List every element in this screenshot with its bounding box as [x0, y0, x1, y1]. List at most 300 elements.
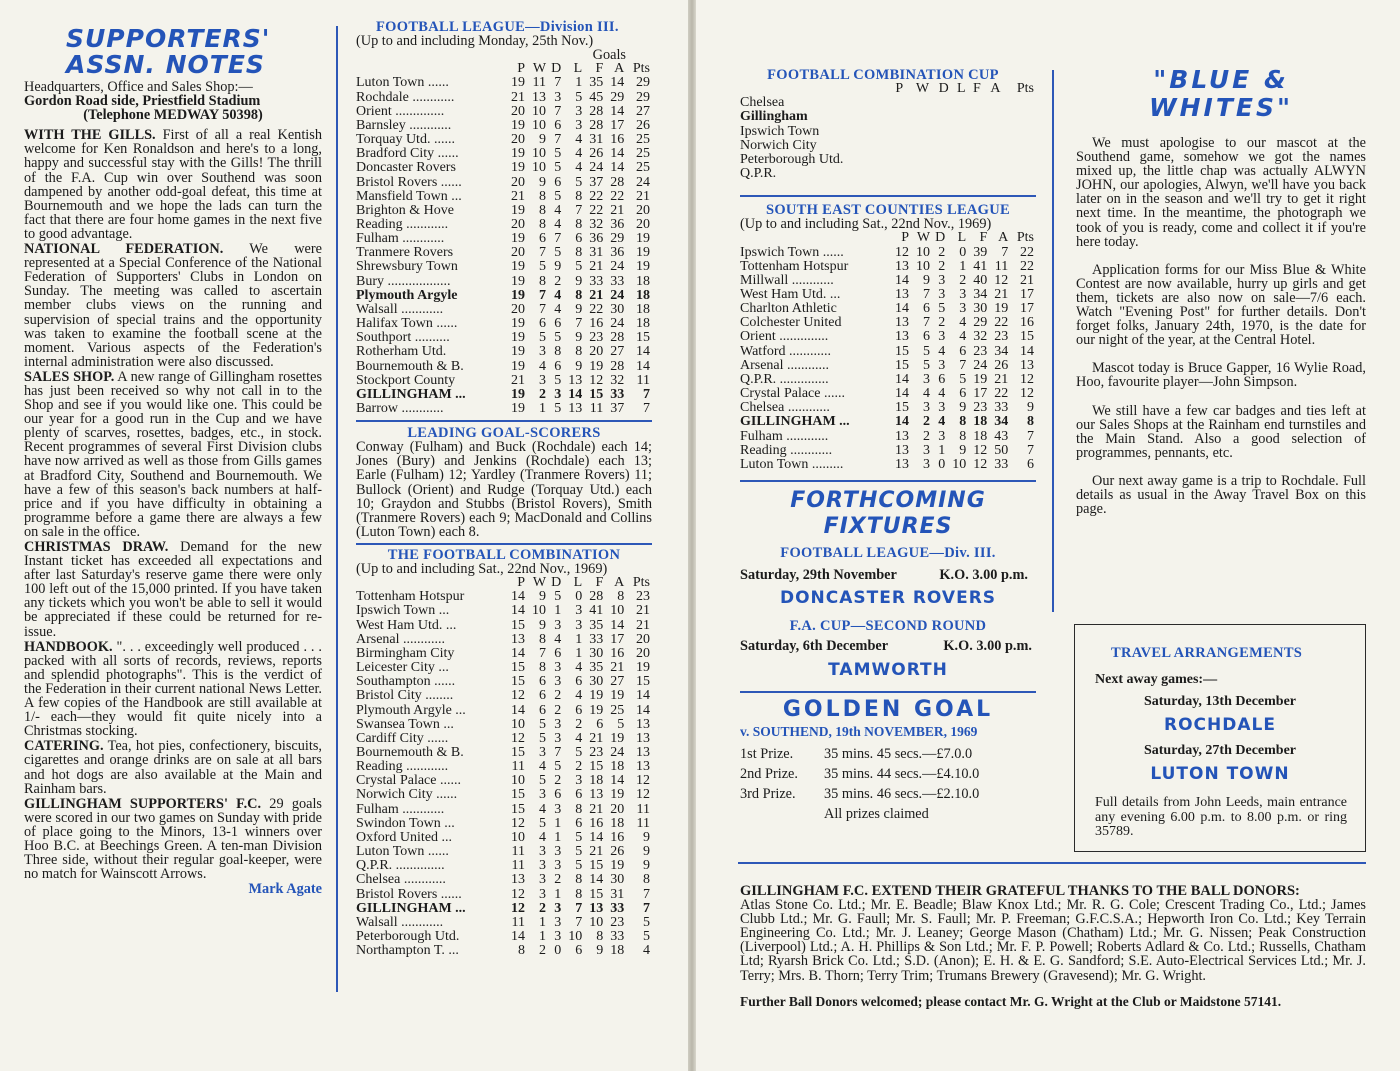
table-row [356, 647, 650, 661]
stat-cell: 3 [923, 442, 931, 458]
team-name: West Ham Utd. ... [356, 617, 457, 633]
stat-cell: 5 [554, 759, 562, 775]
stat-cell: 3 [938, 329, 946, 345]
stat-cell: 7 [554, 103, 562, 119]
fixture-cup-date-row [740, 639, 1036, 653]
stat-cell: 8 [596, 929, 604, 945]
stat-cell: 5 [643, 929, 650, 945]
stat-cell [949, 139, 966, 153]
stat-cell: 10 [511, 716, 526, 732]
combination-table [356, 576, 650, 958]
supporters-paragraph [24, 640, 322, 739]
stat-cell: 18 [610, 815, 625, 831]
stat-cell: 32 [589, 217, 604, 232]
column-header: L [573, 61, 583, 77]
stat-cell: 1 [554, 815, 562, 831]
stat-cell: 28 [589, 117, 604, 133]
team-name: Bury .................. [356, 273, 451, 289]
stat-cell: 12 [1020, 386, 1034, 402]
stat-cell: 3 [554, 844, 562, 860]
stat-cell: 36 [610, 217, 625, 232]
stat-cell: 2 [554, 273, 562, 289]
stat-cell: 7 [554, 75, 562, 91]
stat-cell: 3 [554, 730, 562, 746]
table-row [356, 374, 650, 388]
column-header: A [614, 61, 625, 77]
stat-cell: 9 [539, 589, 547, 605]
stat-cell: 19 [610, 787, 625, 803]
stat-cell: 9 [959, 442, 967, 458]
stat-cell: 3 [539, 344, 547, 360]
stat-cell: 12 [589, 372, 604, 388]
stat-cell: 5 [575, 844, 583, 860]
stat-cell: 9 [596, 943, 604, 959]
stat-cell: 19 [511, 386, 526, 402]
stat-cell: 3 [923, 456, 931, 472]
stat-cell: 18 [636, 287, 650, 303]
stat-cell: 6 [539, 674, 547, 690]
stat-cell: 11 [511, 844, 526, 860]
stat-cell [981, 96, 1001, 110]
stat-cell: 13 [636, 716, 650, 732]
table-row [740, 125, 1034, 139]
golden-goal-note: All prizes claimed [824, 806, 929, 823]
table-row [356, 176, 650, 190]
stat-cell: 5 [617, 716, 625, 732]
paragraph-body: We were represented at a Special Conference of the National Federation of Supporters' Clubs in London on Sunday. The meeting was called to ascertain member clubs views on the running and supervision of special trains and the opportunity was taken to examine the football scene at the moment. Various aspects of the Federation's internal administration were also discussed. [24, 241, 322, 370]
stat-cell: 13 [895, 315, 910, 331]
team-name: Southport .......... [356, 330, 450, 346]
table-row [740, 260, 1034, 274]
travel-box [1074, 624, 1366, 852]
table-row [740, 139, 1034, 153]
stat-cell: 12 [511, 815, 526, 831]
stat-cell: 3 [554, 858, 562, 874]
stat-cell: 28 [610, 330, 625, 346]
stat-cell: 19 [511, 160, 526, 176]
blue-whites-paragraph: We still have a few car badges and ties left at our Sales Shops at the Rainham end turnstiles and the Main Stand. Also a good selection of programmes, pennants, etc. [1076, 402, 1366, 461]
team-name: Mansfield Town ... [356, 188, 462, 204]
stat-cell: 20 [589, 344, 604, 360]
team-name: Chelsea ............ [356, 872, 446, 888]
stat-cell: 3 [554, 674, 562, 690]
team-name: Orient .............. [740, 329, 829, 345]
combination-cup-title: FOOTBALL COMBINATION CUP [767, 67, 999, 83]
stat-cell: 3 [554, 716, 562, 732]
stat-cell: 13 [636, 730, 650, 746]
stat-cell: 18 [610, 943, 625, 959]
stat-cell [966, 110, 981, 124]
team-name: Arsenal ............ [356, 631, 446, 647]
stat-cell: 3 [554, 617, 562, 633]
team-header-cell [356, 62, 504, 76]
team-name: Norwich City ...... [356, 787, 458, 803]
team-name: Ipswich Town [740, 123, 820, 139]
stat-cell: 5 [575, 89, 583, 105]
stat-cell: 19 [511, 117, 526, 133]
stat-cell: 19 [636, 231, 650, 247]
stat-cell: 2 [554, 872, 562, 888]
stat-cell: 4 [938, 343, 946, 359]
column-header: Pts [632, 61, 650, 77]
stat-cell: 23 [973, 400, 988, 416]
team-name: Millwall ............ [740, 272, 834, 288]
stat-cell: 12 [994, 272, 1009, 288]
stat-cell: 8 [575, 886, 583, 902]
table-header-row [740, 231, 1034, 245]
stat-cell: 3 [923, 400, 931, 416]
column-header: Pts [1016, 230, 1034, 246]
stat-cell: 12 [511, 688, 526, 704]
table-row [356, 675, 650, 689]
paragraph-heading: CATERING. [24, 738, 104, 755]
paragraph-heading: HANDBOOK. [24, 638, 113, 655]
stat-cell: 2 [575, 716, 583, 732]
stat-cell: 29 [610, 89, 625, 105]
stat-cell [929, 153, 949, 167]
team-header-cell [740, 231, 888, 245]
stat-cell: 5 [539, 730, 547, 746]
table-header-row [356, 62, 650, 76]
stat-cell: 15 [589, 886, 604, 902]
stat-cell: 28 [610, 174, 625, 190]
team-name: Peterborough Utd. [356, 929, 460, 945]
stat-cell: 6 [575, 231, 583, 247]
stat-cell: 20 [511, 174, 526, 190]
stat-cell: 24 [610, 287, 625, 303]
stat-cell: 15 [895, 357, 910, 373]
stat-cell: 6 [596, 716, 604, 732]
stat-cell: 20 [610, 801, 625, 817]
ball-donors-footer: Further Ball Donors welcomed; please contact Mr. G. Wright at the Club or Maidstone 57141. [740, 993, 1282, 1009]
stat-cell: 29 [636, 75, 650, 91]
team-name: Arsenal ............ [740, 357, 830, 373]
table-row [356, 774, 650, 788]
stat-cell: 5 [575, 259, 583, 275]
table-header-row [740, 82, 1034, 96]
stat-cell: 6 [554, 174, 562, 190]
stat-cell [949, 96, 966, 110]
stat-cell: 5 [575, 745, 583, 760]
stat-cell: 1 [575, 75, 583, 91]
team-header-cell [740, 82, 888, 96]
stat-cell: 16 [610, 645, 625, 661]
prize-detail: 35 mins. 45 secs.—£7.0.0 [824, 745, 973, 762]
table-row [356, 619, 650, 633]
table-row [740, 430, 1034, 444]
div3-title: FOOTBALL LEAGUE—Division III. [376, 19, 619, 35]
stat-cell: 19 [511, 146, 526, 162]
team-name: Tottenham Hotspur [356, 589, 465, 605]
stat-cell: 14 [610, 75, 625, 91]
stat-cell [1001, 139, 1035, 153]
column-header: D [551, 61, 562, 77]
fixture-league-ko: K.O. 3.00 p.m. [939, 567, 1028, 584]
stat-cell: 14 [610, 146, 625, 162]
stat-cell: 4 [938, 414, 946, 430]
travel-game1-date: Saturday, 13th December [1143, 694, 1297, 709]
stat-cell: 12 [895, 244, 910, 260]
blue-whites-paragraph: We must apologise to our mascot at the Southend game, somehow we got the names mixed up, the little chap was actually ALWYN JOHN, our apologies, Alwyn, we'll have you back later on in the season and we'll try to get it right next time. In the meantime, the photograph we took of you is ready, come and collect it if you're here today. [1076, 135, 1366, 250]
stat-cell: 9 [643, 844, 650, 860]
table-row [740, 167, 1034, 181]
team-name: Bournemouth & B. [356, 745, 464, 760]
stat-cell: 1 [575, 645, 583, 661]
stat-cell: 43 [994, 428, 1009, 444]
stat-cell: 29 [610, 231, 625, 247]
stat-cell: 19 [636, 245, 650, 261]
stat-cell: 14 [895, 272, 910, 288]
supporters-title-line2: ASSN. NOTES [66, 50, 265, 79]
table-row [356, 590, 650, 604]
column-header: F [595, 575, 604, 591]
stat-cell: 7 [539, 245, 547, 261]
table-row [356, 689, 650, 703]
stat-cell: 23 [589, 330, 604, 346]
stat-cell: 19 [511, 401, 526, 417]
table-row [356, 161, 650, 175]
stat-cell [966, 167, 981, 181]
stat-cell: 16 [610, 829, 625, 845]
supporters-paragraph [24, 128, 322, 241]
hq-line2: Gordon Road side, Priestfield Stadium [24, 93, 261, 110]
supporters-paragraph [24, 797, 322, 882]
stat-cell: 30 [610, 301, 625, 317]
team-name: Walsall ............ [356, 301, 444, 317]
stat-cell: 19 [636, 259, 650, 275]
stat-cell: 29 [973, 315, 988, 331]
paragraph-heading: SALES SHOP. [24, 368, 115, 385]
stat-cell: 6 [554, 316, 562, 332]
team-name: Orient .............. [356, 103, 445, 119]
div3-table [356, 62, 650, 416]
stat-cell: 14 [636, 688, 650, 704]
travel-game1-team: ROCHDALE [1164, 715, 1276, 735]
table-row [356, 388, 650, 402]
stat-cell: 33 [610, 929, 625, 945]
team-name: Barnsley ............ [356, 117, 452, 133]
table-row [356, 930, 650, 944]
stat-cell: 4 [923, 386, 931, 402]
stat-cell: 13 [568, 372, 583, 388]
stat-cell: 3 [959, 287, 967, 302]
stat-cell: 21 [636, 188, 650, 204]
stat-cell: 22 [589, 301, 604, 317]
stat-cell [929, 110, 949, 124]
team-name: Norwich City [740, 137, 817, 153]
stat-cell: 23 [610, 914, 625, 930]
stat-cell: 10 [511, 829, 526, 845]
league-column [356, 20, 652, 958]
table-row [356, 916, 650, 930]
paragraph-body: A new range of Gillingham rosettes has just been received so why not call in to the Shop and see if you would like one. This could be our year for a good run in the Cup and we have plenty of scarves, rosettes, badges, etc., in stock. Recent programmes of several First Division clubs have now arrived as well as those from Gills games at Bradford City, Southend and Bournemouth. We have a few of this season's back numbers at half-price and if you have difficulty in obtaining a programme before a game there are always a few on sale in the office. [24, 368, 323, 540]
stat-cell: 10 [589, 914, 604, 930]
stat-cell: 16 [589, 815, 604, 831]
stat-cell: 23 [589, 745, 604, 760]
stat-cell: 3 [554, 801, 562, 817]
stat-cell: 7 [539, 287, 547, 303]
stat-cell: 17 [1020, 301, 1034, 317]
column-header: W [532, 575, 547, 591]
stat-cell: 24 [973, 357, 988, 373]
stat-cell: 31 [610, 886, 625, 902]
stat-cell: 20 [511, 245, 526, 261]
stat-cell: 12 [511, 886, 526, 902]
stat-cell: 9 [923, 272, 931, 288]
stat-cell: 21 [589, 730, 604, 746]
stat-cell: 9 [643, 829, 650, 845]
stat-cell: 26 [994, 357, 1009, 373]
team-name: Rochdale ............ [356, 89, 455, 105]
stat-cell: 5 [539, 773, 547, 789]
stat-cell: 20 [511, 132, 526, 148]
stat-cell: 4 [539, 829, 547, 845]
stat-cell: 2 [575, 759, 583, 775]
stat-cell: 7 [643, 886, 650, 902]
stat-cell: 3 [554, 660, 562, 676]
prize-detail: 35 mins. 46 secs.—£2.10.0 [824, 785, 980, 802]
stat-cell: 19 [610, 688, 625, 704]
team-name: Ipswich Town ...... [740, 244, 844, 260]
stat-cell: 18 [589, 773, 604, 789]
fixture-cup-date: Saturday, 6th December [740, 638, 889, 655]
stat-cell: 18 [636, 316, 650, 332]
stat-cell: 35 [589, 660, 604, 676]
stat-cell: 31 [589, 132, 604, 148]
stat-cell: 12 [511, 730, 526, 746]
table-row [740, 288, 1034, 302]
column-header: P [517, 575, 526, 591]
stat-cell: 21 [636, 603, 650, 619]
column-divider-left [336, 26, 338, 992]
table-row [740, 444, 1034, 458]
stat-cell: 16 [1020, 315, 1034, 331]
column-header: W [532, 61, 547, 77]
table-row [356, 91, 650, 105]
column-header: A [990, 81, 1001, 97]
stat-cell: 34 [973, 287, 988, 302]
stat-cell: 6 [539, 231, 547, 247]
stat-cell: 13 [589, 900, 604, 916]
team-name: Plymouth Argyle ... [356, 702, 466, 718]
stat-cell: 32 [973, 329, 988, 345]
stat-cell: 13 [636, 759, 650, 775]
stat-cell: 15 [511, 674, 526, 690]
stat-cell: 33 [994, 456, 1009, 472]
stat-cell: 6 [938, 371, 946, 387]
team-name: Bristol Rovers ...... [356, 174, 462, 190]
team-name: Chelsea ............ [740, 400, 830, 416]
table-row [356, 246, 650, 260]
stat-cell: 11 [636, 372, 650, 388]
paragraph-body: First of all a real Kentish welcome for Ken Ronaldson and here's to a long, happy and successful stay with the Gills! The thrill of the F.A. Cup win over Southend was soon dampened by another odd-goal defeat, this time at Bournemouth and we hope the lads can turn the fact that there are four home games in the next five to good advantage. [24, 127, 322, 242]
stat-cell: 2 [923, 428, 931, 444]
stat-cell: 8 [575, 872, 583, 888]
stat-cell: 37 [610, 401, 625, 417]
page-gutter [688, 0, 696, 1071]
team-name: Fulham ............ [356, 801, 445, 817]
stat-cell: 8 [539, 660, 547, 676]
stat-cell: 4 [575, 160, 583, 176]
stat-cell: 9 [1027, 400, 1034, 416]
stat-cell: 20 [511, 301, 526, 317]
stat-cell: 21 [589, 844, 604, 860]
stat-cell: 41 [973, 258, 988, 274]
stat-cell: 6 [539, 688, 547, 704]
stat-cell [903, 139, 929, 153]
table-row [740, 387, 1034, 401]
stat-cell: 25 [636, 160, 650, 176]
column-header: P [895, 81, 904, 97]
stat-cell: 8 [575, 287, 583, 303]
blue-whites-column [1076, 66, 1366, 530]
stat-cell: 11 [511, 858, 526, 874]
stat-cell [888, 110, 903, 124]
prize-row [740, 787, 1036, 801]
stat-cell: 7 [575, 914, 583, 930]
team-name: Swansea Town ... [356, 716, 454, 732]
table-row [356, 661, 650, 675]
table-row [740, 316, 1034, 330]
stat-cell: 2 [554, 702, 562, 718]
stat-cell: 10 [916, 258, 931, 274]
stat-cell: 13 [1020, 357, 1034, 373]
stat-cell: 14 [636, 344, 650, 360]
supporters-paragraph [24, 370, 322, 539]
prize-label: 2nd Prize. [740, 765, 798, 782]
stat-cell: 15 [589, 759, 604, 775]
fixtures-title: FORTHCOMING FIXTURES [790, 488, 986, 540]
stat-cell: 6 [923, 301, 931, 317]
team-name: Rotherham Utd. [356, 344, 447, 360]
team-name: Birmingham City [356, 645, 455, 661]
div3-subtitle: (Up to and including Monday, 25th Nov.) [356, 33, 594, 50]
stat-cell: 8 [575, 344, 583, 360]
table-row [356, 133, 650, 147]
stat-cell: 11 [532, 75, 547, 91]
team-name: GILLINGHAM ... [356, 900, 466, 916]
stat-cell [903, 153, 929, 167]
stat-cell: 11 [636, 801, 650, 817]
stat-cell: 5 [938, 301, 946, 317]
stat-cell: 28 [589, 589, 604, 605]
stat-cell [903, 167, 929, 181]
table-row [356, 604, 650, 618]
supporters-paragraph [24, 540, 322, 639]
stat-cell: 19 [610, 730, 625, 746]
signature: Mark Agate [248, 881, 322, 898]
stat-cell: 24 [610, 745, 625, 760]
stat-cell: 22 [994, 386, 1009, 402]
stat-cell: 3 [554, 386, 562, 402]
stat-cell: 21 [511, 372, 526, 388]
prize-label: 1st Prize. [740, 745, 794, 762]
stat-cell [1001, 96, 1035, 110]
stat-cell: 19 [511, 287, 526, 303]
table-row [356, 275, 650, 289]
stat-cell: 15 [589, 858, 604, 874]
team-name: Reading ............ [740, 442, 833, 458]
stat-cell: 8 [518, 943, 526, 959]
stat-cell: 28 [610, 358, 625, 374]
stat-cell [981, 110, 1001, 124]
stat-cell: 14 [610, 160, 625, 176]
team-header-cell [356, 576, 504, 590]
stat-cell: 5 [554, 245, 562, 261]
stat-cell: 13 [895, 329, 910, 345]
combination-subtitle: (Up to and including Sat., 22nd Nov., 1969) [356, 561, 608, 578]
stat-cell: 14 [511, 589, 526, 605]
